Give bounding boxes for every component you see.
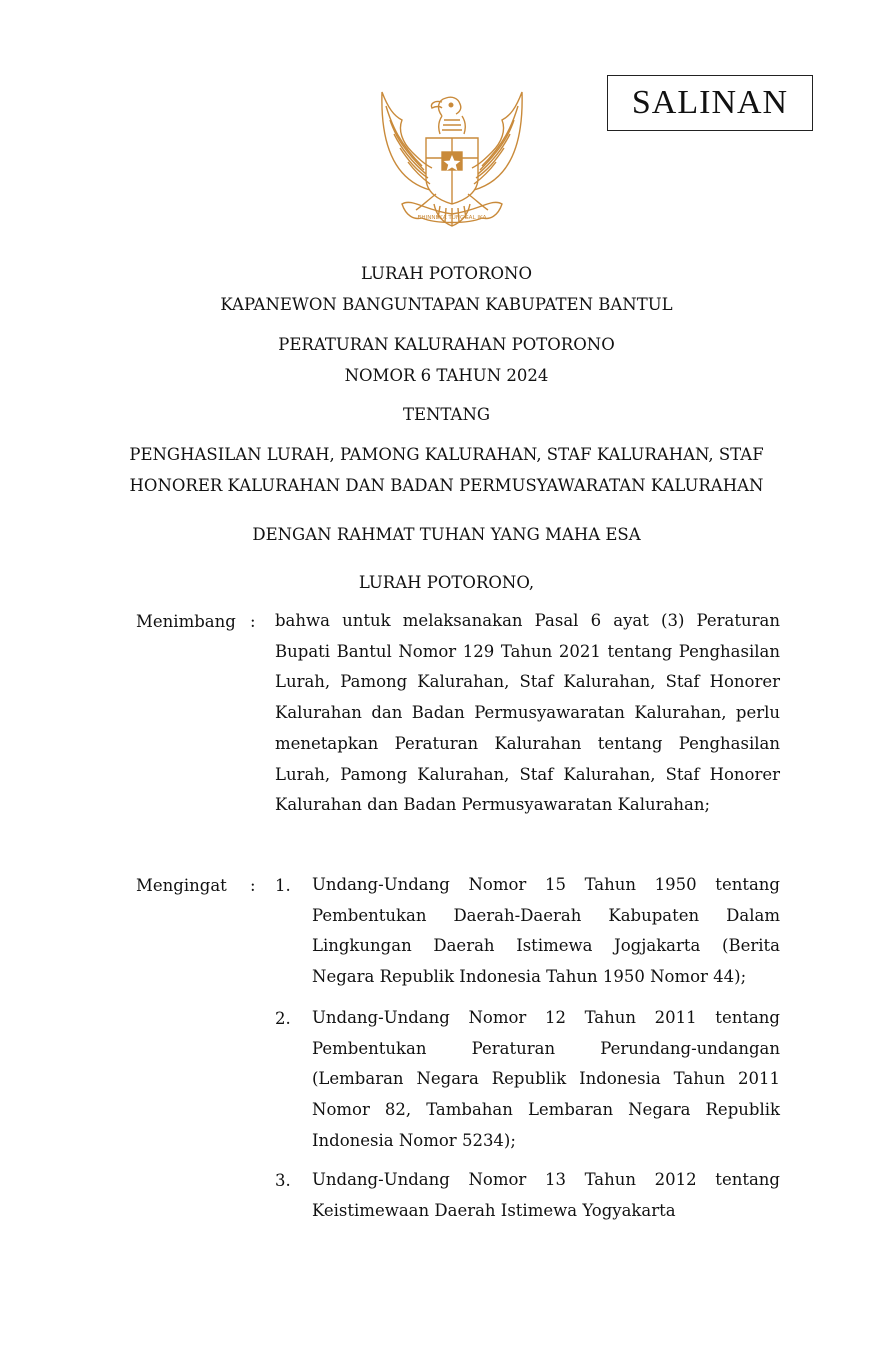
mengingat-item-1-number: 1. <box>275 876 291 895</box>
mengingat-item-3-number: 3. <box>275 1171 291 1190</box>
emblem-motto: BHINNEKA TUNGGAL IKA <box>417 215 487 221</box>
rahmat-line: DENGAN RAHMAT TUHAN YANG MAHA ESA <box>252 525 641 544</box>
mengingat-item-1-text: Undang-Undang Nomor 15 Tahun 1950 tentang Pembentukan Daerah-Daerah Kabupaten Dalam Lingkungan Daerah Istimewa Jogjakarta (Berita Negara Republik Indonesia Tahun 1950 Nomor 44); <box>312 875 780 987</box>
menimbang-colon: : <box>250 612 256 631</box>
menimbang-label: Menimbang <box>136 612 236 631</box>
document-title-line-1: PENGHASILAN LURAH, PAMONG KALURAHAN, STAF KALURAHAN, STAF <box>129 445 764 464</box>
garuda-pancasila-emblem <box>372 86 532 244</box>
salinan-stamp: SALINAN <box>607 75 813 131</box>
header-line-tentang: TENTANG <box>402 405 491 424</box>
menimbang-text: bahwa untuk melaksanakan Pasal 6 ayat (3) Peraturan Bupati Bantul Nomor 129 Tahun 2021 tentang Penghasilan Lurah, Pamong Kalurahan, Staf Kalurahan, Staf Honorer Kalurahan dan Badan Permusyawaratan Kalurahan, perlu menetapkan Peraturan Kalurahan tentang Penghasilan Lurah, Pamong Kalurahan, Staf Kalurahan, Staf Honorer Kalurahan dan Badan Permusyawaratan Kalurahan; <box>275 611 780 815</box>
mengingat-colon: : <box>250 876 256 895</box>
header-line-peraturan: PERATURAN KALURAHAN POTORONO <box>278 335 615 354</box>
mengingat-label: Mengingat <box>136 876 227 895</box>
mengingat-item-3-text: Undang-Undang Nomor 13 Tahun 2012 tentang Keistimewaan Daerah Istimewa Yogyakarta <box>312 1170 780 1220</box>
header-line-kapanewon: KAPANEWON BANGUNTAPAN KABUPATEN BANTUL <box>220 295 673 314</box>
mengingat-item-2-number: 2. <box>275 1009 291 1028</box>
document-title-line-2: HONORER KALURAHAN DAN BADAN PERMUSYAWARATAN KALURAHAN <box>129 476 764 495</box>
header-line-lurah: LURAH POTORONO <box>360 264 532 283</box>
header-line-nomor: NOMOR 6 TAHUN 2024 <box>344 366 549 385</box>
mengingat-item-2-text: Undang-Undang Nomor 12 Tahun 2011 tentang Pembentukan Peraturan Perundang-undangan (Lembaran Negara Republik Indonesia Tahun 2011 Nomor 82, Tambahan Lembaran Negara Republik Indonesia Nomor 5234); <box>312 1008 780 1150</box>
official-title: LURAH POTORONO, <box>358 573 535 592</box>
